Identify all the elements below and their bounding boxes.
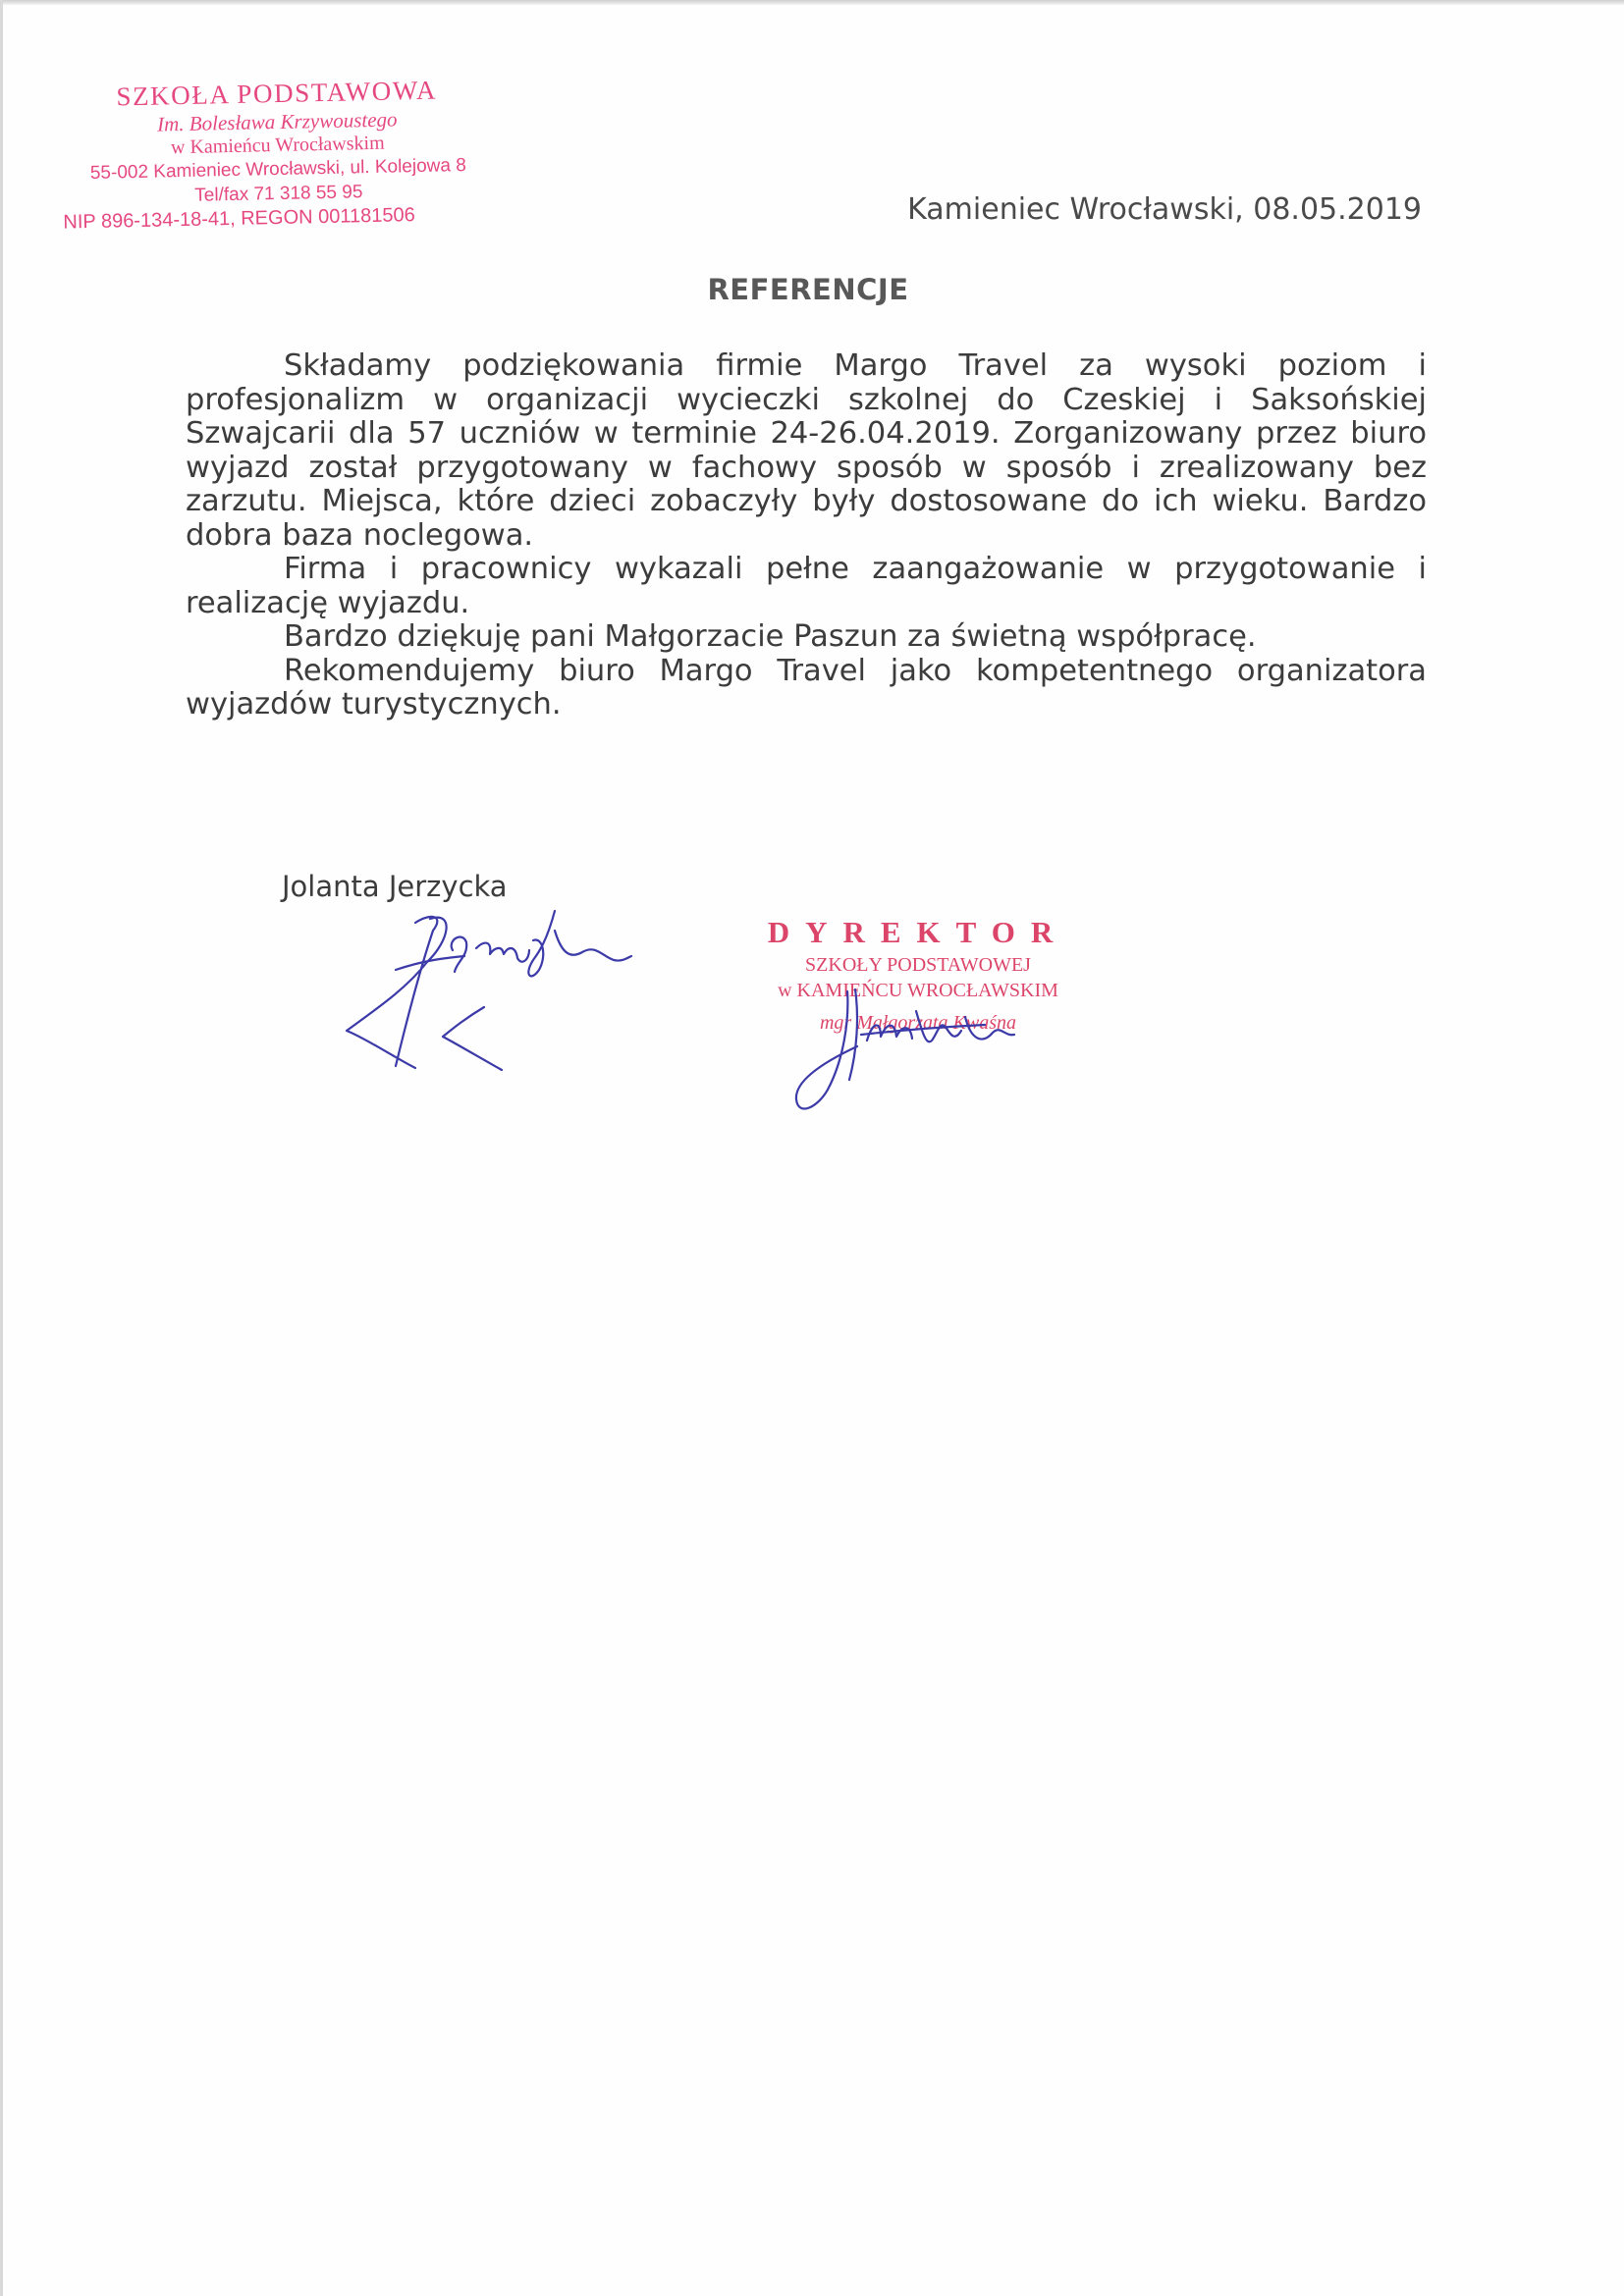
letter-date: Kamieniec Wrocławski, 08.05.2019 (907, 192, 1422, 227)
body-paragraph: Bardzo dziękuję pani Małgorzacie Paszun za świetną współpracę. (284, 619, 1257, 654)
letter-title: REFERENCJE (707, 273, 909, 306)
stamp-address: 55-002 Kamieniec Wrocławski, ul. Kolejowa 8 (89, 154, 467, 185)
signature-director (779, 982, 1034, 1119)
director-stamp-town: w KAMIEŃCU WROCŁAWSKIM (778, 980, 1058, 1001)
director-stamp-school: SZKOŁY PODSTAWOWEJ (805, 954, 1031, 976)
school-stamp (40, 72, 514, 236)
director-stamp-name: mgr Małgorzata Kwaśna (819, 1012, 1017, 1034)
signer-name: Jolanta Jerzycka (282, 870, 508, 903)
body-paragraph: Rekomendujemy biuro Margo Travel jako kompetentnego organizatora wyjazdów turystycznych. (186, 653, 1427, 721)
stamp-tax-ids: NIP 896-134-18-41, REGON 001181506 (63, 204, 415, 234)
signature-jerzycka (337, 901, 641, 1078)
stamp-town: w Kamieńcu Wrocławskim (170, 132, 385, 159)
stamp-patron: Im. Bolesława Krzywoustego (156, 107, 398, 136)
stamp-school-name: SZKOŁA PODSTAWOWA (116, 75, 438, 112)
scan-top-edge (3, 0, 1624, 5)
body-paragraph: Składamy podziękowania firmie Margo Travel za wysoki poziom i profesjonalizm w organizacji wycieczki szkolnej do Czeskiej i Saksońskiej Szwajcarii dla 57 uczniów w terminie 24-26.04.2019. Zorganizowany przez biuro wyjazd został przygotowany w fachowy sposób w sposób i zrealizowany bez zarzutu. Miejsca, które dzieci zobaczyły były dostosowane do ich wieku. Bardzo dobra baza noclegowa. (186, 348, 1427, 553)
director-stamp-title: DYREKTOR (767, 915, 1069, 949)
letter-body (186, 349, 1427, 722)
stamp-phone: Tel/fax 71 318 55 95 (194, 182, 363, 206)
body-paragraph: Firma i pracownicy wykazali pełne zaangażowanie w przygotowanie i realizację wyjazdu. (186, 552, 1427, 620)
